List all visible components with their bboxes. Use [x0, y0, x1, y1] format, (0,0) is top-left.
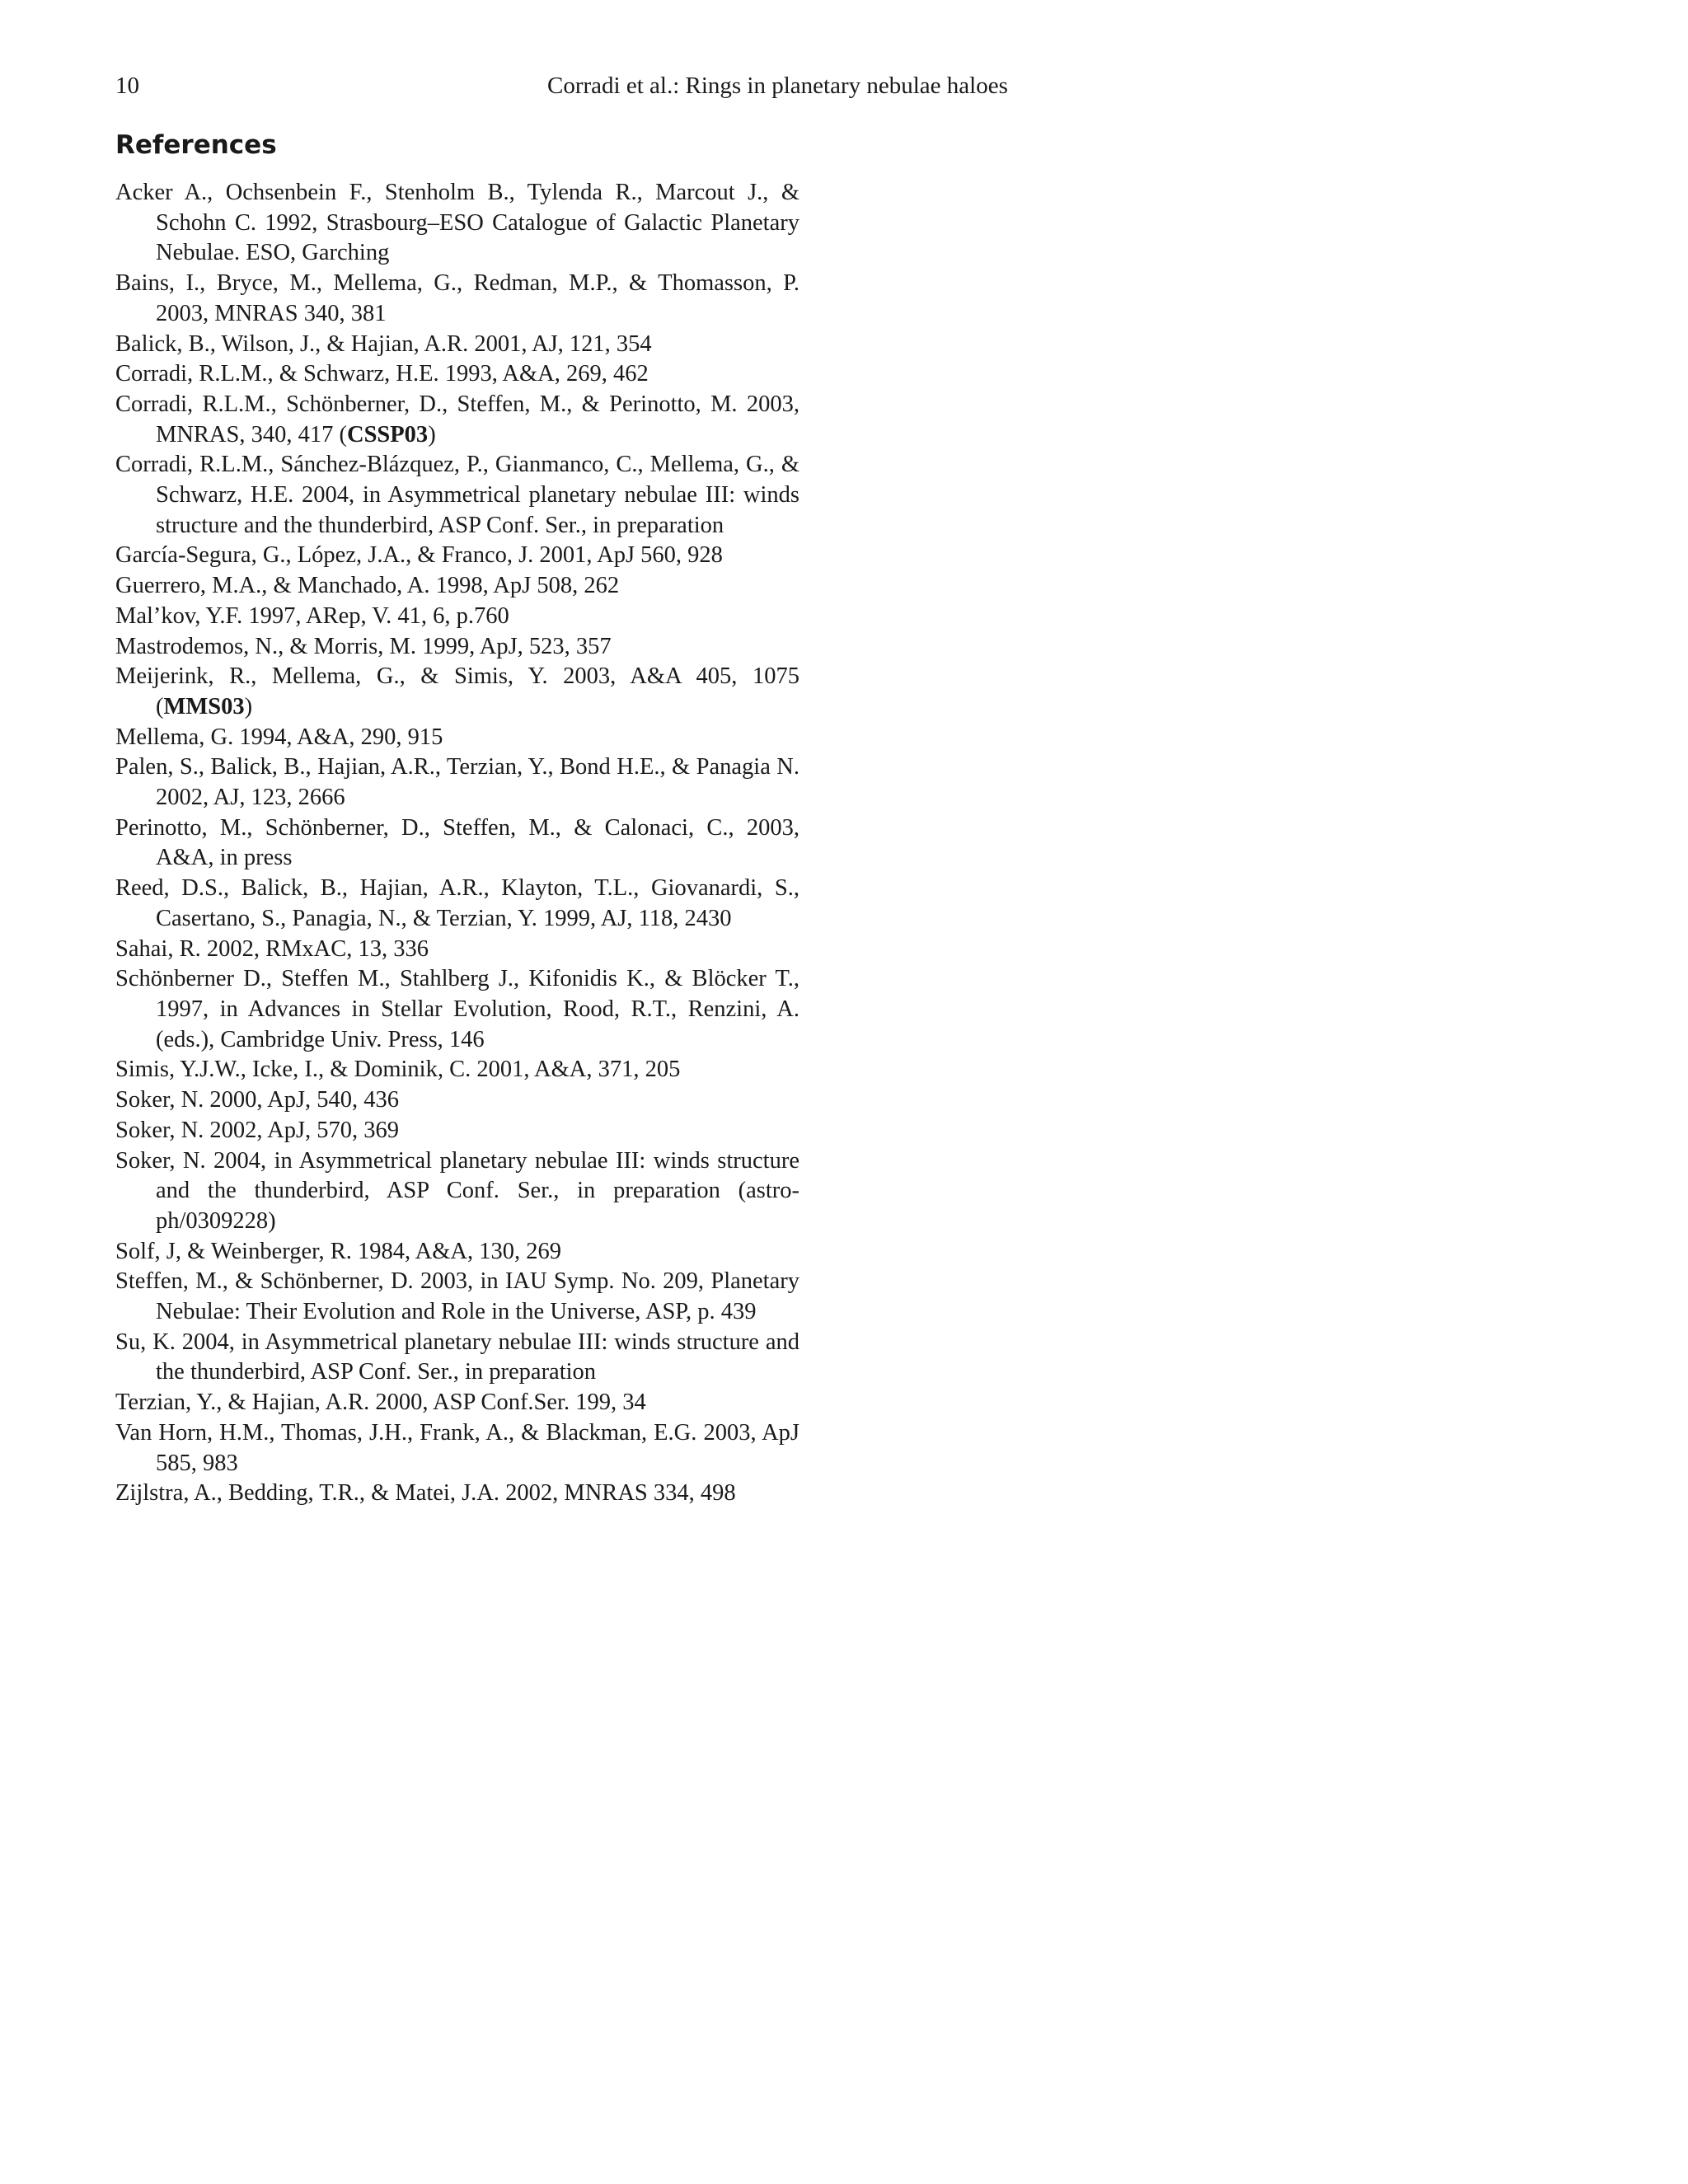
reference-closing: ) [244, 693, 253, 719]
reference-entry [115, 541, 799, 571]
reference-entry [115, 1146, 799, 1237]
reference-text: Acker A., Ochsenbein F., Stenholm B., Tylenda R., Marcout J., & Schohn C. 1992, Strasbourg–ESO Catalogue of Galactic Planetary Nebulae. ESO, Garching [115, 180, 799, 266]
reference-text: Schönberner D., Steffen M., Stahlberg J., Kifonidis K., & Blöcker T., 1997, in Advances in Stellar Evolution, Rood, R.T., Renzini, A. (eds.), Cambridge Univ. Press, 146 [115, 966, 799, 1052]
reference-entry [115, 330, 799, 360]
running-title: Corradi et al.: Rings in planetary nebulae haloes [547, 73, 1008, 99]
reference-entry [115, 1479, 799, 1509]
reference-entry [115, 1418, 799, 1479]
reference-entry [115, 752, 799, 813]
reference-text: Perinotto, M., Schönberner, D., Steffen, M., & Calonaci, C., 2003, A&A, in press [115, 814, 799, 871]
reference-entry [115, 632, 799, 663]
section-heading: References [115, 130, 277, 160]
reference-text: Bains, I., Bryce, M., Mellema, G., Redman, M.P., & Thomasson, P. 2003, MNRAS 340, 381 [115, 270, 799, 326]
reference-closing: ) [428, 421, 436, 448]
reference-text: Mal’kov, Y.F. 1997, ARep, V. 41, 6, p.760 [115, 602, 509, 629]
reference-entry [115, 1055, 799, 1085]
reference-text: Sahai, R. 2002, RMxAC, 13, 336 [115, 935, 429, 962]
reference-text: Soker, N. 2004, in Asymmetrical planetary nebulae III: winds structure and the thunderbird, ASP Conf. Ser., in preparation (astro-ph/0309228) [115, 1147, 799, 1234]
reference-text: Soker, N. 2002, ApJ, 570, 369 [115, 1117, 400, 1143]
reference-abbreviation: CSSP03 [346, 421, 429, 448]
reference-entry [115, 1388, 799, 1418]
reference-text: Soker, N. 2000, ApJ, 540, 436 [115, 1087, 400, 1113]
page-number: 10 [115, 73, 139, 99]
reference-entry [115, 935, 799, 965]
reference-text: Zijlstra, A., Bedding, T.R., & Matei, J.A. 2002, MNRAS 334, 498 [115, 1480, 736, 1507]
reference-entry [115, 964, 799, 1055]
reference-entry [115, 602, 799, 632]
reference-entry [115, 450, 799, 541]
reference-entry [115, 813, 799, 874]
reference-text: Balick, B., Wilson, J., & Hajian, A.R. 2001, AJ, 121, 354 [115, 330, 652, 357]
reference-entry [115, 874, 799, 934]
reference-entry [115, 1328, 799, 1388]
reference-text: Corradi, R.L.M., Schönberner, D., Steffen, M., & Perinotto, M. 2003, MNRAS, 340, 417 ( [115, 391, 799, 448]
reference-text: Reed, D.S., Balick, B., Hajian, A.R., Klayton, T.L., Giovanardi, S., Casertano, S., Panagia, N., & Terzian, Y. 1999, AJ, 118, 2430 [115, 875, 799, 931]
reference-abbreviation: MMS03 [163, 693, 245, 719]
reference-entry [115, 662, 799, 722]
reference-text: Terzian, Y., & Hajian, A.R. 2000, ASP Conf.Ser. 199, 34 [115, 1390, 646, 1416]
reference-entry [115, 1085, 799, 1116]
reference-entry [115, 390, 799, 450]
reference-text: Solf, J, & Weinberger, R. 1984, A&A, 130, 269 [115, 1238, 561, 1264]
reference-text: Mastrodemos, N., & Morris, M. 1999, ApJ, 523, 357 [115, 633, 612, 659]
reference-entry [115, 1267, 799, 1327]
reference-text: Guerrero, M.A., & Manchado, A. 1998, ApJ 508, 262 [115, 573, 620, 599]
reference-text: Simis, Y.J.W., Icke, I., & Dominik, C. 2001, A&A, 371, 205 [115, 1057, 681, 1083]
reference-entry [115, 1116, 799, 1146]
reference-text: Van Horn, H.M., Thomas, J.H., Frank, A., & Blackman, E.G. 2003, ApJ 585, 983 [115, 1419, 799, 1476]
reference-entry [115, 723, 799, 753]
reference-text: Su, K. 2004, in Asymmetrical planetary nebulae III: winds structure and the thunderbird, ASP Conf. Ser., in preparation [115, 1329, 799, 1385]
reference-text: Mellema, G. 1994, A&A, 290, 915 [115, 724, 443, 750]
reference-text: Steffen, M., & Schönberner, D. 2003, in IAU Symp. No. 209, Planetary Nebulae: Their Evolution and Role in the Universe, ASP, p. 439 [115, 1268, 799, 1325]
reference-entry [115, 571, 799, 602]
reference-list [115, 178, 799, 1509]
reference-text: Palen, S., Balick, B., Hajian, A.R., Terzian, Y., Bond H.E., & Panagia N. 2002, AJ, 123, 2666 [115, 754, 799, 811]
reference-entry [115, 178, 799, 269]
reference-text: Corradi, R.L.M., & Schwarz, H.E. 1993, A&A, 269, 462 [115, 361, 649, 387]
reference-text: García-Segura, G., López, J.A., & Franco, J. 2001, ApJ 560, 928 [115, 542, 723, 569]
reference-entry [115, 269, 799, 329]
reference-text: Corradi, R.L.M., Sánchez-Blázquez, P., Gianmanco, C., Mellema, G., & Schwarz, H.E. 2004, in Asymmetrical planetary nebulae III: winds structure and the thunderbird, ASP Conf. Ser., in preparation [115, 452, 799, 538]
reference-entry [115, 1237, 799, 1268]
reference-entry [115, 359, 799, 390]
reference-text: Meijerink, R., Mellema, G., & Simis, Y. 2003, A&A 405, 1075 ( [115, 663, 799, 719]
